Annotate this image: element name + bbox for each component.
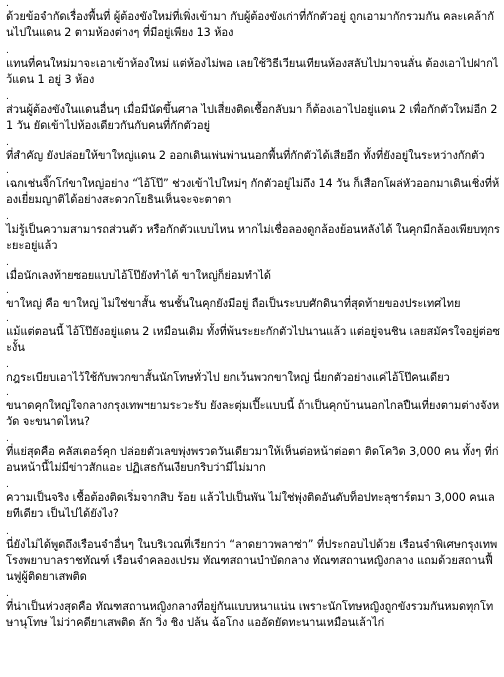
paragraph-separator: .: [6, 138, 9, 148]
paragraph: [6, 315, 500, 356]
paragraph: [6, 528, 500, 585]
paragraph: [6, 93, 500, 134]
paragraph-text: กฎระเบียบเอาไว้ใช้กับพวกขาสั้นนักโทษทั่วไป ยกเว้นพวกขาใหญ่ นี่ยกตัวอย่างแค่ไอ้โป๊คนเดียว: [6, 371, 450, 384]
paragraph-separator: .: [6, 314, 9, 324]
paragraph: [6, 213, 500, 254]
paragraph: [6, 139, 500, 164]
paragraph: [6, 47, 500, 88]
paragraph-text: ความเป็นจริง เชื้อต้องติดเริ่มจากสิบ ร้อย แล้วไปเป็นพัน ไม่ใช่พุ่งติดอันดับท็อปทะลุชาร์ตมา 3,000 คนเลยทีเดียว เป็นไปได้ยังไง?: [6, 491, 495, 520]
paragraph-text: ที่น่าเป็นห่วงสุดคือ ทัณฑสถานหญิงกลางที่อยู่กันแบบหนาแน่น เพราะนักโทษหญิงถูกขังรวมกันหมดทุกโทษานุโทษ ไม่ว่าคดียาเสพติด ลัก วิ่ง ชิง ปล้น ฉ้อโกง แออัดยัดทะนานเหมือนเล้าไก่: [6, 600, 494, 629]
paragraph-text: ขาใหญ่ คือ ขาใหญ่ ไม่ใช่ขาสั้น ชนชั้นในคุกยังมีอยู่ ถือเป็นระบบศักดินาที่สุดท้ายของประเทศไทย: [6, 297, 461, 310]
paragraph-text: เมื่อนักเลงท้ายซอยแบบไอ้โป๊ยังทำได้ ขาใหญ่ก็ย่อมทำได้: [6, 269, 271, 282]
paragraph-separator: .: [6, 480, 9, 490]
paragraph: [6, 590, 500, 631]
paragraph-separator: .: [6, 212, 9, 222]
paragraph-text: แม้แต่ตอนนี้ ไอ้โป๊ยังอยู่แดน 2 เหมือนเดิม ทั้งที่พ้นระยะกักตัวไปนานแล้ว แต่อยู่จนชิน เลยสมัครใจอยู่ต่อซะงั้น: [6, 325, 500, 354]
paragraph-text: นี่ยังไม่ได้พูดถึงเรือนจำอื่นๆ ในบริเวณที่เรียกว่า “ลาดยาวพลาซ่า” ที่ประกอบไปด้วย เรือนจำพิเศษกรุงเทพ โรงพยาบาลราชทัณฑ์ เรือนจำคลองเปรม ทัณฑสถานบำบัดกลาง ทัณฑสถานหญิงกลาง แถมด้วยสถานฟื้นฟูผู้ติดยาเสพติด: [6, 538, 498, 583]
paragraph-text: ส่วนผู้ต้องขังในแดนอื่นๆ เมื่อมีนัดขึ้นศาล ไปเสี่ยงติดเชื้อกลับมา ก็ต้องเอาไปอยู่แดน 2 เพื่อกักตัวใหม่อีก 21 วัน ยัดเข้าไปห้องเดียวกันกับคนที่กักตัวอยู่: [6, 103, 498, 132]
paragraph-separator: .: [6, 434, 9, 444]
paragraph-separator: .: [6, 527, 9, 537]
paragraph-separator: .: [6, 589, 9, 599]
paragraph-separator: .: [6, 388, 9, 398]
paragraph-text: ไม่รู้เป็นความสามารถส่วนตัว หรือกักตัวแบบไหน หากไม่เชื่อลองดูกล้องย้อนหลังได้ ในคุกมีกล้องเพียบทุกระยะอยู่แล้ว: [6, 223, 500, 252]
paragraph-text: ด้วยข้อจำกัดเรื่องพื้นที่ ผู้ต้องขังใหม่ที่เพิ่งเข้ามา กับผู้ต้องขังเก่าที่กักตัวอยู่ ถูกเอามากักรวมกัน คละเคล้ากันไปในแดน 2 ตามห้องต่างๆ ที่มีอยู่เพียง 13 ห้อง: [6, 10, 494, 39]
paragraph: [6, 389, 500, 430]
paragraph-text: ขนาดคุกใหญ่ใจกลางกรุงเทพฯยามระวะรับ ยังละตุ่มเปี๊ะแบบนี้ ถ้าเป็นคุกบ้านนอกไกลปืนเที่ยงตามต่างจังหวัด จะขนาดไหน?: [6, 399, 500, 428]
paragraph: [6, 435, 500, 476]
paragraph-text: ที่แย่สุดคือ คลัสเตอร์คุก ปล่อยตัวเลขพุ่งพรวดวันเดียวมาให้เห็นต่อหน้าต่อตา ติดโควิด 3,000 คน ทั้งๆ ที่ก่อนหน้านี้ไม่มีข่าวสักแอะ ปฏิเสธกันเงียบกริบว่ามีไม่มาก: [6, 445, 499, 474]
paragraph-separator: .: [6, 46, 9, 56]
paragraph-separator: .: [6, 258, 9, 268]
paragraph: [6, 167, 500, 208]
paragraph: [6, 481, 500, 522]
paragraph: [6, 259, 500, 284]
paragraph-separator: .: [6, 92, 9, 102]
paragraph-text: ที่สำคัญ ยังปล่อยให้ขาใหญ่แดน 2 ออกเดินเพ่นพ่านนอกพื้นที่กักตัวได้เสียอีก ทั้งที่ยังอยู่ในระหว่างกักตัว: [6, 149, 485, 162]
paragraph-separator: .: [6, 166, 9, 176]
paragraph: [6, 361, 500, 386]
paragraph: [6, 0, 500, 41]
paragraph: [6, 287, 500, 312]
paragraph-text: แทนที่คนใหม่มาจะเอาเข้าห้องใหม่ แต่ห้องไม่พอ เลยใช้วิธีเวียนเทียนห้องสลับไปมาจนลั่น ต้องเอาไปฝากไว้แดน 1 อยู่ 3 ห้อง: [6, 57, 499, 86]
paragraph-separator: .: [6, 286, 9, 296]
paragraph-separator: .: [6, 360, 9, 370]
paragraph-text: เฉกเช่นจิ๊กโก๋ขาใหญ่อย่าง “ไอ้โป๊” ช่วงเข้าไปใหม่ๆ กักตัวอยู่ไม่ถึง 14 วัน ก็เสือกโผล่หัวออกมาเดินเชิ่งที่ห้องเยี่ยมญาติได้อย่างสะดวกโยธินเห็นจะจะตาตา: [6, 177, 500, 206]
paragraph-separator: .: [6, 0, 9, 9]
